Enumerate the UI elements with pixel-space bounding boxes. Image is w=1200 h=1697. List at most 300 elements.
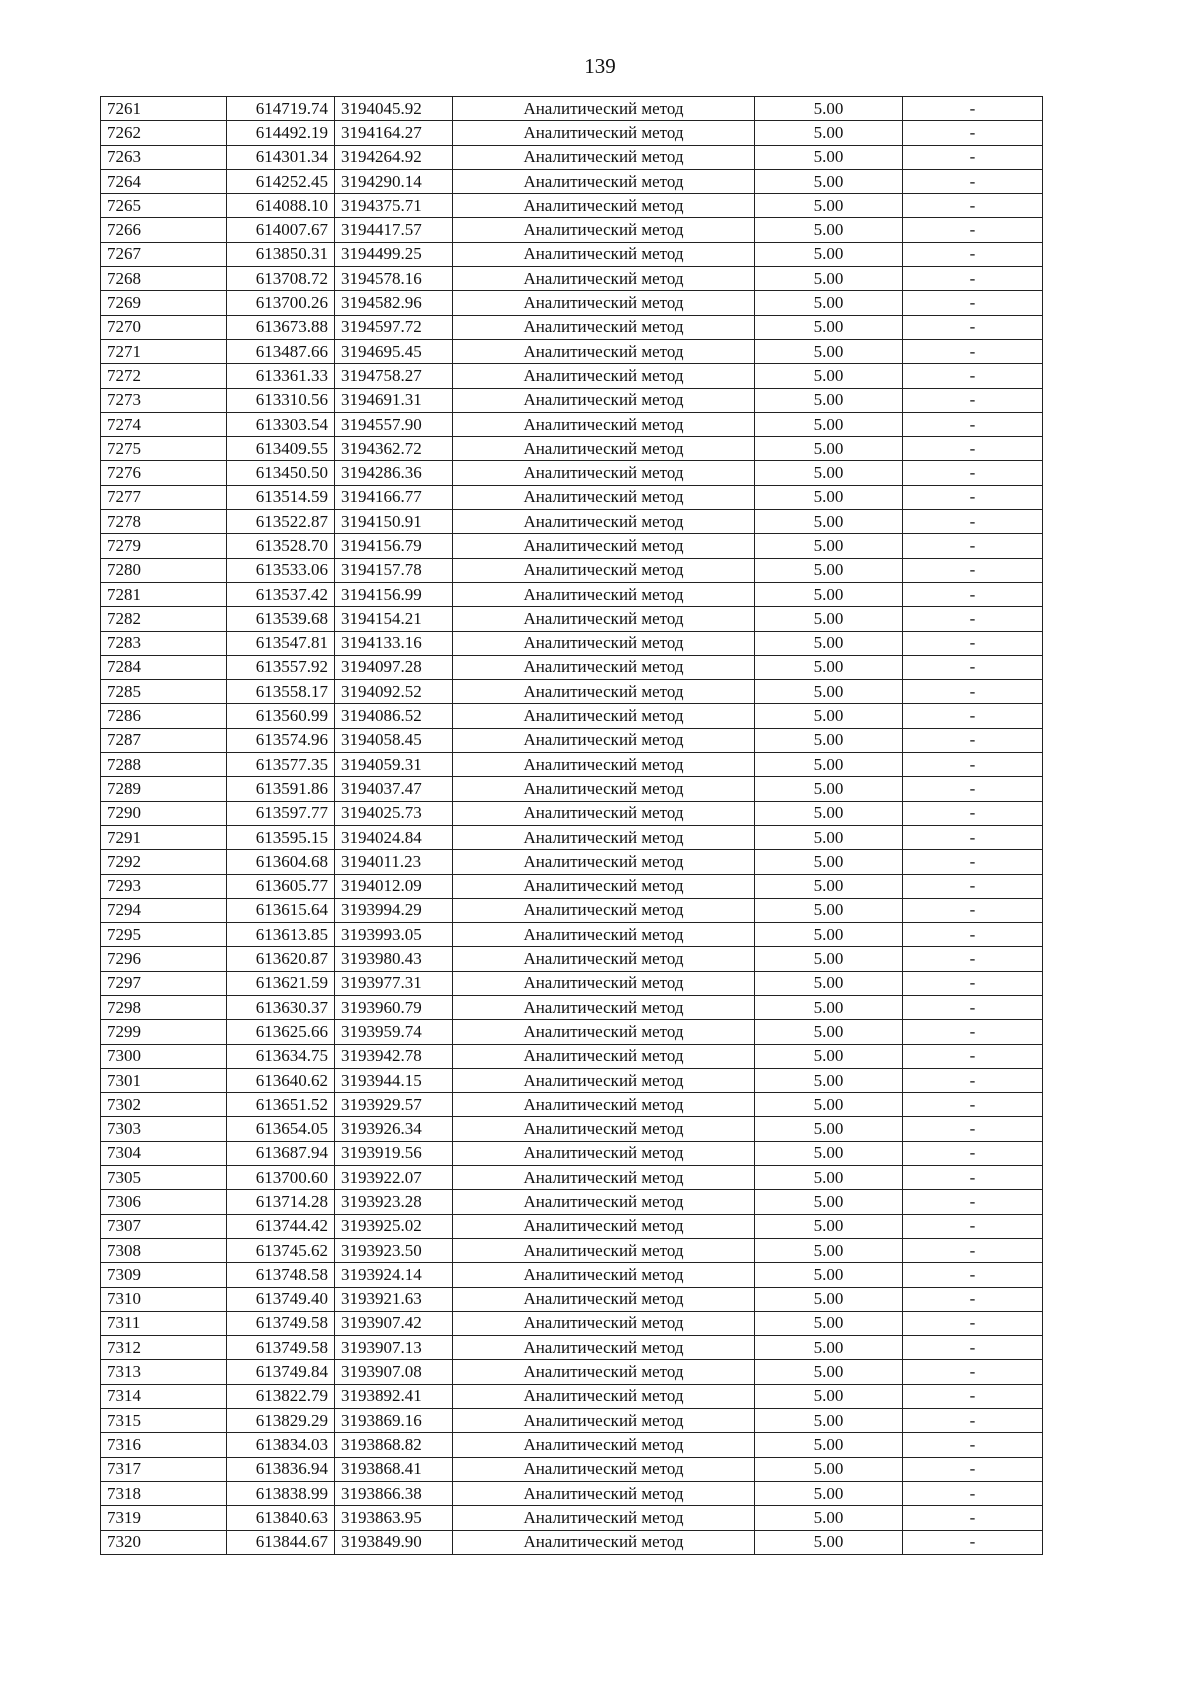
x-coordinate-cell: 614088.10 [227, 194, 335, 218]
error-cell: 5.00 [755, 655, 903, 679]
method-cell: Аналитический метод [453, 1093, 755, 1117]
x-coordinate-cell: 613620.87 [227, 947, 335, 971]
point-number-cell: 7264 [101, 169, 227, 193]
point-number-cell: 7270 [101, 315, 227, 339]
x-coordinate-cell: 613595.15 [227, 825, 335, 849]
y-coordinate-cell: 3193863.95 [335, 1506, 453, 1530]
note-cell: - [903, 971, 1043, 995]
error-cell: 5.00 [755, 1263, 903, 1287]
y-coordinate-cell: 3193977.31 [335, 971, 453, 995]
note-cell: - [903, 631, 1043, 655]
y-coordinate-cell: 3193907.13 [335, 1336, 453, 1360]
note-cell: - [903, 1433, 1043, 1457]
point-number-cell: 7286 [101, 704, 227, 728]
point-number-cell: 7293 [101, 874, 227, 898]
x-coordinate-cell: 613539.68 [227, 607, 335, 631]
table-row [101, 218, 1043, 242]
x-coordinate-cell: 613577.35 [227, 753, 335, 777]
method-cell: Аналитический метод [453, 1214, 755, 1238]
y-coordinate-cell: 3194011.23 [335, 850, 453, 874]
y-coordinate-cell: 3194557.90 [335, 412, 453, 436]
note-cell: - [903, 753, 1043, 777]
y-coordinate-cell: 3194691.31 [335, 388, 453, 412]
note-cell: - [903, 1117, 1043, 1141]
x-coordinate-cell: 613700.26 [227, 291, 335, 315]
error-cell: 5.00 [755, 315, 903, 339]
point-number-cell: 7294 [101, 898, 227, 922]
error-cell: 5.00 [755, 728, 903, 752]
point-number-cell: 7289 [101, 777, 227, 801]
y-coordinate-cell: 3194164.27 [335, 121, 453, 145]
note-cell: - [903, 582, 1043, 606]
table-row [101, 971, 1043, 995]
method-cell: Аналитический метод [453, 655, 755, 679]
table-row [101, 704, 1043, 728]
y-coordinate-cell: 3194264.92 [335, 145, 453, 169]
y-coordinate-cell: 3194499.25 [335, 242, 453, 266]
x-coordinate-cell: 613673.88 [227, 315, 335, 339]
x-coordinate-cell: 613822.79 [227, 1384, 335, 1408]
y-coordinate-cell: 3193907.42 [335, 1311, 453, 1335]
note-cell: - [903, 1190, 1043, 1214]
method-cell: Аналитический метод [453, 97, 755, 121]
error-cell: 5.00 [755, 242, 903, 266]
table-row [101, 145, 1043, 169]
note-cell: - [903, 1360, 1043, 1384]
method-cell: Аналитический метод [453, 1238, 755, 1262]
x-coordinate-cell: 613537.42 [227, 582, 335, 606]
note-cell: - [903, 1044, 1043, 1068]
error-cell: 5.00 [755, 582, 903, 606]
note-cell: - [903, 607, 1043, 631]
error-cell: 5.00 [755, 1190, 903, 1214]
error-cell: 5.00 [755, 121, 903, 145]
method-cell: Аналитический метод [453, 1190, 755, 1214]
x-coordinate-cell: 613303.54 [227, 412, 335, 436]
point-number-cell: 7273 [101, 388, 227, 412]
method-cell: Аналитический метод [453, 291, 755, 315]
error-cell: 5.00 [755, 412, 903, 436]
x-coordinate-cell: 614492.19 [227, 121, 335, 145]
table-row [101, 97, 1043, 121]
table-row [101, 315, 1043, 339]
error-cell: 5.00 [755, 218, 903, 242]
method-cell: Аналитический метод [453, 825, 755, 849]
point-number-cell: 7283 [101, 631, 227, 655]
point-number-cell: 7317 [101, 1457, 227, 1481]
point-number-cell: 7262 [101, 121, 227, 145]
point-number-cell: 7306 [101, 1190, 227, 1214]
y-coordinate-cell: 3194097.28 [335, 655, 453, 679]
method-cell: Аналитический метод [453, 437, 755, 461]
note-cell: - [903, 1141, 1043, 1165]
y-coordinate-cell: 3193923.28 [335, 1190, 453, 1214]
table-row [101, 680, 1043, 704]
method-cell: Аналитический метод [453, 1311, 755, 1335]
table-row [101, 1360, 1043, 1384]
point-number-cell: 7315 [101, 1409, 227, 1433]
error-cell: 5.00 [755, 558, 903, 582]
y-coordinate-cell: 3193869.16 [335, 1409, 453, 1433]
x-coordinate-cell: 613533.06 [227, 558, 335, 582]
x-coordinate-cell: 613361.33 [227, 364, 335, 388]
point-number-cell: 7318 [101, 1481, 227, 1505]
error-cell: 5.00 [755, 97, 903, 121]
y-coordinate-cell: 3194758.27 [335, 364, 453, 388]
note-cell: - [903, 1481, 1043, 1505]
error-cell: 5.00 [755, 1506, 903, 1530]
note-cell: - [903, 1457, 1043, 1481]
table-row [101, 1020, 1043, 1044]
point-number-cell: 7304 [101, 1141, 227, 1165]
table-row [101, 412, 1043, 436]
table-row [101, 582, 1043, 606]
error-cell: 5.00 [755, 510, 903, 534]
note-cell: - [903, 364, 1043, 388]
error-cell: 5.00 [755, 437, 903, 461]
method-cell: Аналитический метод [453, 1263, 755, 1287]
x-coordinate-cell: 613838.99 [227, 1481, 335, 1505]
note-cell: - [903, 291, 1043, 315]
method-cell: Аналитический метод [453, 607, 755, 631]
table-row [101, 801, 1043, 825]
y-coordinate-cell: 3194156.79 [335, 534, 453, 558]
error-cell: 5.00 [755, 1117, 903, 1141]
method-cell: Аналитический метод [453, 194, 755, 218]
y-coordinate-cell: 3194059.31 [335, 753, 453, 777]
note-cell: - [903, 655, 1043, 679]
method-cell: Аналитический метод [453, 1020, 755, 1044]
table-row [101, 242, 1043, 266]
table-row [101, 825, 1043, 849]
table-row [101, 121, 1043, 145]
y-coordinate-cell: 3193923.50 [335, 1238, 453, 1262]
table-row [101, 777, 1043, 801]
note-cell: - [903, 388, 1043, 412]
table-row [101, 1117, 1043, 1141]
method-cell: Аналитический метод [453, 558, 755, 582]
method-cell: Аналитический метод [453, 1506, 755, 1530]
x-coordinate-cell: 613625.66 [227, 1020, 335, 1044]
table-row [101, 1384, 1043, 1408]
error-cell: 5.00 [755, 1360, 903, 1384]
point-number-cell: 7301 [101, 1068, 227, 1092]
table-row [101, 1044, 1043, 1068]
x-coordinate-cell: 613700.60 [227, 1166, 335, 1190]
y-coordinate-cell: 3193866.38 [335, 1481, 453, 1505]
error-cell: 5.00 [755, 1166, 903, 1190]
point-number-cell: 7268 [101, 267, 227, 291]
coordinates-table-body [101, 97, 1043, 1555]
point-number-cell: 7300 [101, 1044, 227, 1068]
x-coordinate-cell: 613834.03 [227, 1433, 335, 1457]
note-cell: - [903, 898, 1043, 922]
note-cell: - [903, 1166, 1043, 1190]
x-coordinate-cell: 613850.31 [227, 242, 335, 266]
x-coordinate-cell: 613844.67 [227, 1530, 335, 1554]
table-row [101, 1287, 1043, 1311]
table-row [101, 874, 1043, 898]
coordinates-table [100, 96, 1043, 1555]
y-coordinate-cell: 3193868.82 [335, 1433, 453, 1457]
x-coordinate-cell: 613621.59 [227, 971, 335, 995]
method-cell: Аналитический метод [453, 242, 755, 266]
table-row [101, 485, 1043, 509]
error-cell: 5.00 [755, 1530, 903, 1554]
error-cell: 5.00 [755, 680, 903, 704]
note-cell: - [903, 510, 1043, 534]
point-number-cell: 7288 [101, 753, 227, 777]
method-cell: Аналитический метод [453, 1336, 755, 1360]
x-coordinate-cell: 613749.40 [227, 1287, 335, 1311]
error-cell: 5.00 [755, 461, 903, 485]
point-number-cell: 7280 [101, 558, 227, 582]
note-cell: - [903, 1530, 1043, 1554]
note-cell: - [903, 121, 1043, 145]
point-number-cell: 7303 [101, 1117, 227, 1141]
method-cell: Аналитический метод [453, 1530, 755, 1554]
table-row [101, 1166, 1043, 1190]
y-coordinate-cell: 3194597.72 [335, 315, 453, 339]
note-cell: - [903, 145, 1043, 169]
point-number-cell: 7265 [101, 194, 227, 218]
table-row [101, 1093, 1043, 1117]
y-coordinate-cell: 3193922.07 [335, 1166, 453, 1190]
y-coordinate-cell: 3193849.90 [335, 1530, 453, 1554]
note-cell: - [903, 242, 1043, 266]
point-number-cell: 7287 [101, 728, 227, 752]
table-row [101, 558, 1043, 582]
error-cell: 5.00 [755, 1433, 903, 1457]
table-row [101, 631, 1043, 655]
point-number-cell: 7274 [101, 412, 227, 436]
y-coordinate-cell: 3194286.36 [335, 461, 453, 485]
note-cell: - [903, 923, 1043, 947]
y-coordinate-cell: 3194024.84 [335, 825, 453, 849]
point-number-cell: 7290 [101, 801, 227, 825]
method-cell: Аналитический метод [453, 1433, 755, 1457]
table-row [101, 267, 1043, 291]
point-number-cell: 7296 [101, 947, 227, 971]
y-coordinate-cell: 3194133.16 [335, 631, 453, 655]
y-coordinate-cell: 3194582.96 [335, 291, 453, 315]
error-cell: 5.00 [755, 995, 903, 1019]
method-cell: Аналитический метод [453, 485, 755, 509]
x-coordinate-cell: 613450.50 [227, 461, 335, 485]
table-row [101, 1263, 1043, 1287]
y-coordinate-cell: 3194166.77 [335, 485, 453, 509]
y-coordinate-cell: 3193942.78 [335, 1044, 453, 1068]
note-cell: - [903, 1214, 1043, 1238]
method-cell: Аналитический метод [453, 995, 755, 1019]
error-cell: 5.00 [755, 777, 903, 801]
x-coordinate-cell: 613615.64 [227, 898, 335, 922]
note-cell: - [903, 850, 1043, 874]
page-number: 139 [584, 54, 616, 78]
x-coordinate-cell: 613836.94 [227, 1457, 335, 1481]
point-number-cell: 7299 [101, 1020, 227, 1044]
table-row [101, 1141, 1043, 1165]
x-coordinate-cell: 614252.45 [227, 169, 335, 193]
point-number-cell: 7291 [101, 825, 227, 849]
y-coordinate-cell: 3193921.63 [335, 1287, 453, 1311]
method-cell: Аналитический метод [453, 704, 755, 728]
note-cell: - [903, 947, 1043, 971]
x-coordinate-cell: 613749.58 [227, 1311, 335, 1335]
error-cell: 5.00 [755, 1141, 903, 1165]
y-coordinate-cell: 3193980.43 [335, 947, 453, 971]
x-coordinate-cell: 613597.77 [227, 801, 335, 825]
point-number-cell: 7276 [101, 461, 227, 485]
x-coordinate-cell: 613310.56 [227, 388, 335, 412]
error-cell: 5.00 [755, 1287, 903, 1311]
x-coordinate-cell: 613640.62 [227, 1068, 335, 1092]
error-cell: 5.00 [755, 194, 903, 218]
error-cell: 5.00 [755, 801, 903, 825]
x-coordinate-cell: 614007.67 [227, 218, 335, 242]
error-cell: 5.00 [755, 485, 903, 509]
method-cell: Аналитический метод [453, 1068, 755, 1092]
y-coordinate-cell: 3194045.92 [335, 97, 453, 121]
error-cell: 5.00 [755, 1238, 903, 1262]
note-cell: - [903, 437, 1043, 461]
point-number-cell: 7308 [101, 1238, 227, 1262]
table-row [101, 607, 1043, 631]
y-coordinate-cell: 3193944.15 [335, 1068, 453, 1092]
y-coordinate-cell: 3193868.41 [335, 1457, 453, 1481]
table-row [101, 1238, 1043, 1262]
method-cell: Аналитический метод [453, 898, 755, 922]
method-cell: Аналитический метод [453, 169, 755, 193]
error-cell: 5.00 [755, 971, 903, 995]
point-number-cell: 7292 [101, 850, 227, 874]
y-coordinate-cell: 3193925.02 [335, 1214, 453, 1238]
y-coordinate-cell: 3193924.14 [335, 1263, 453, 1287]
x-coordinate-cell: 613749.58 [227, 1336, 335, 1360]
table-row [101, 923, 1043, 947]
table-row [101, 1068, 1043, 1092]
method-cell: Аналитический метод [453, 510, 755, 534]
note-cell: - [903, 485, 1043, 509]
y-coordinate-cell: 3194157.78 [335, 558, 453, 582]
error-cell: 5.00 [755, 607, 903, 631]
point-number-cell: 7302 [101, 1093, 227, 1117]
point-number-cell: 7271 [101, 339, 227, 363]
point-number-cell: 7272 [101, 364, 227, 388]
note-cell: - [903, 194, 1043, 218]
error-cell: 5.00 [755, 704, 903, 728]
error-cell: 5.00 [755, 145, 903, 169]
point-number-cell: 7313 [101, 1360, 227, 1384]
point-number-cell: 7295 [101, 923, 227, 947]
table-row [101, 339, 1043, 363]
note-cell: - [903, 1384, 1043, 1408]
x-coordinate-cell: 613687.94 [227, 1141, 335, 1165]
method-cell: Аналитический метод [453, 582, 755, 606]
error-cell: 5.00 [755, 1409, 903, 1433]
note-cell: - [903, 169, 1043, 193]
note-cell: - [903, 1336, 1043, 1360]
y-coordinate-cell: 3194362.72 [335, 437, 453, 461]
y-coordinate-cell: 3194058.45 [335, 728, 453, 752]
note-cell: - [903, 1238, 1043, 1262]
table-row [101, 1433, 1043, 1457]
error-cell: 5.00 [755, 1311, 903, 1335]
method-cell: Аналитический метод [453, 412, 755, 436]
method-cell: Аналитический метод [453, 461, 755, 485]
table-row [101, 728, 1043, 752]
table-row [101, 1506, 1043, 1530]
x-coordinate-cell: 613714.28 [227, 1190, 335, 1214]
method-cell: Аналитический метод [453, 1384, 755, 1408]
point-number-cell: 7297 [101, 971, 227, 995]
table-row [101, 655, 1043, 679]
x-coordinate-cell: 613840.63 [227, 1506, 335, 1530]
note-cell: - [903, 995, 1043, 1019]
error-cell: 5.00 [755, 1481, 903, 1505]
point-number-cell: 7311 [101, 1311, 227, 1335]
error-cell: 5.00 [755, 1093, 903, 1117]
x-coordinate-cell: 613748.58 [227, 1263, 335, 1287]
error-cell: 5.00 [755, 1457, 903, 1481]
note-cell: - [903, 801, 1043, 825]
table-row [101, 169, 1043, 193]
method-cell: Аналитический метод [453, 680, 755, 704]
table-row [101, 1311, 1043, 1335]
method-cell: Аналитический метод [453, 850, 755, 874]
method-cell: Аналитический метод [453, 1044, 755, 1068]
x-coordinate-cell: 613651.52 [227, 1093, 335, 1117]
table-row [101, 364, 1043, 388]
y-coordinate-cell: 3194012.09 [335, 874, 453, 898]
table-row [101, 1457, 1043, 1481]
y-coordinate-cell: 3194154.21 [335, 607, 453, 631]
method-cell: Аналитический метод [453, 388, 755, 412]
point-number-cell: 7278 [101, 510, 227, 534]
note-cell: - [903, 267, 1043, 291]
error-cell: 5.00 [755, 388, 903, 412]
point-number-cell: 7285 [101, 680, 227, 704]
point-number-cell: 7284 [101, 655, 227, 679]
point-number-cell: 7305 [101, 1166, 227, 1190]
error-cell: 5.00 [755, 1336, 903, 1360]
y-coordinate-cell: 3194025.73 [335, 801, 453, 825]
error-cell: 5.00 [755, 825, 903, 849]
x-coordinate-cell: 613630.37 [227, 995, 335, 1019]
table-row [101, 1214, 1043, 1238]
point-number-cell: 7282 [101, 607, 227, 631]
y-coordinate-cell: 3193919.56 [335, 1141, 453, 1165]
x-coordinate-cell: 613514.59 [227, 485, 335, 509]
note-cell: - [903, 97, 1043, 121]
point-number-cell: 7279 [101, 534, 227, 558]
method-cell: Аналитический метод [453, 218, 755, 242]
x-coordinate-cell: 613547.81 [227, 631, 335, 655]
note-cell: - [903, 1287, 1043, 1311]
x-coordinate-cell: 613487.66 [227, 339, 335, 363]
note-cell: - [903, 461, 1043, 485]
point-number-cell: 7310 [101, 1287, 227, 1311]
x-coordinate-cell: 613605.77 [227, 874, 335, 898]
x-coordinate-cell: 613604.68 [227, 850, 335, 874]
method-cell: Аналитический метод [453, 1287, 755, 1311]
method-cell: Аналитический метод [453, 874, 755, 898]
error-cell: 5.00 [755, 631, 903, 655]
method-cell: Аналитический метод [453, 267, 755, 291]
table-row [101, 947, 1043, 971]
method-cell: Аналитический метод [453, 1360, 755, 1384]
method-cell: Аналитический метод [453, 947, 755, 971]
